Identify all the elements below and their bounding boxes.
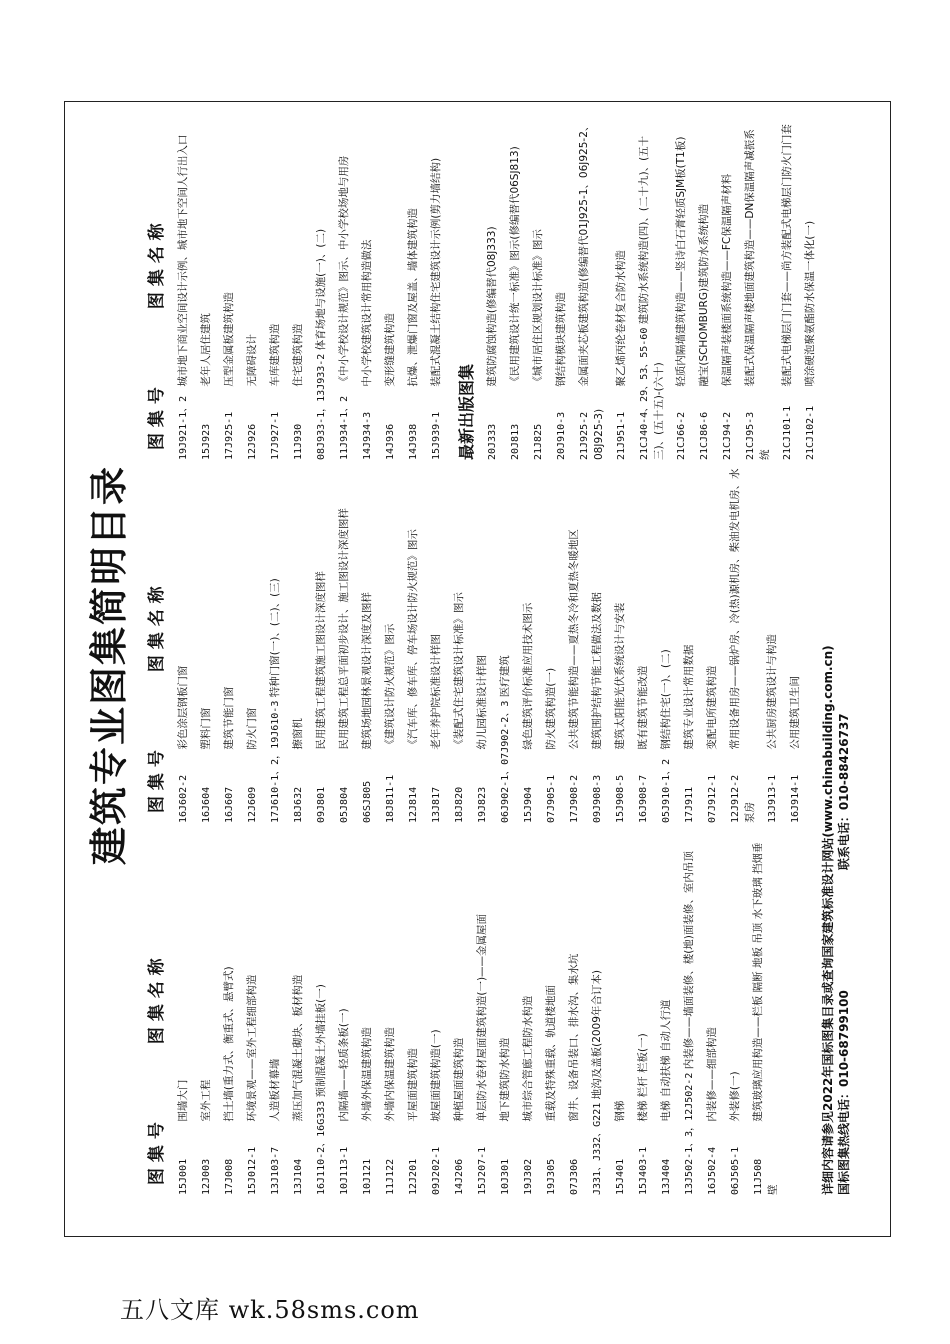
list-item (799, 120, 822, 460)
column-header (142, 835, 172, 1195)
list-item (264, 835, 287, 1195)
item-code: 14J936 (385, 423, 396, 460)
list-item (402, 463, 425, 823)
item-name: 外装修(一) (729, 1071, 741, 1122)
list-item (172, 835, 195, 1195)
list-item (448, 835, 471, 1195)
list-col3 (172, 120, 448, 460)
item-name: 预制混凝土外墙挂板(一) (315, 984, 327, 1098)
item-code: 11J930 (293, 423, 304, 460)
list-item (693, 120, 716, 460)
list-item (356, 835, 379, 1195)
item-name: 种植屋面建筑构造 (453, 1037, 465, 1122)
list-item (264, 120, 287, 460)
item-code: 19J823 (477, 786, 488, 823)
item-code: 17J911 (684, 786, 695, 823)
list-item (670, 120, 693, 460)
list-item (724, 835, 747, 1195)
item-name: 老年人居住建筑 (200, 313, 212, 387)
item-name: 室外工程 (200, 1079, 212, 1122)
item-name: 《民用建筑设计统一标准》图示(修编替代06SJ813) (509, 146, 521, 387)
list-item (241, 835, 264, 1195)
list-item (747, 835, 784, 1195)
item-name: 重载及特殊重载、轨道楼地面 (545, 985, 557, 1122)
item-code: 15J401 (615, 1158, 626, 1195)
item-code: 15J207-1 (477, 1146, 488, 1195)
item-name: 装配式保温隔声楼地面建筑构造——DN保温隔声减振系统 (744, 129, 771, 460)
item-name: 环境景观——室外工程细部构造 (246, 974, 258, 1122)
list-item (425, 835, 448, 1195)
item-code: 13J404 (661, 1158, 672, 1195)
item-name: 内隔墙——轻质条板(一) (338, 1008, 350, 1122)
item-name: 建筑场地园林景观设计深度及图样 (361, 592, 373, 750)
item-name: 地下建筑防水构造 (499, 1037, 511, 1122)
item-name: 外墙外保温建筑构造 (361, 1027, 373, 1122)
column-2 (142, 463, 807, 823)
list-item (609, 463, 632, 823)
item-code: 13J913-1 (767, 774, 778, 823)
item-name: 民用建筑工程建筑施工图设计深度图样 (315, 571, 327, 750)
item-name: 建筑玻璃应用构造——栏板 隔断 地板 吊顶 水下玻璃 挡烟垂壁 (752, 842, 779, 1195)
list-item (471, 835, 494, 1195)
list-item (172, 120, 195, 460)
item-name: 《装配式住宅建筑设计标准》图示 (453, 592, 465, 750)
item-code: 18J811-1 (385, 774, 396, 823)
list-col2 (172, 463, 807, 823)
item-name: 《汽车库、修车库、停车场设计防火规范》图示 (407, 529, 419, 750)
list-item (761, 463, 784, 823)
item-name: 建筑专业设计常用数据 (683, 644, 695, 750)
item-name: 公共厨房建筑设计与构造 (766, 634, 778, 750)
item-name: 建筑围护结构节能工程做法及数据 (591, 592, 603, 750)
footer-info (820, 375, 852, 1195)
item-code: 11J934-1、2 (339, 395, 350, 460)
column-header (142, 120, 172, 460)
item-code: 07J905-1 (546, 774, 557, 823)
item-code: 15J923 (201, 423, 212, 460)
item-code: 12J814 (408, 786, 419, 823)
list-item (379, 835, 402, 1195)
item-name: 防火建筑构造(一) (545, 667, 557, 750)
list-item (356, 120, 379, 460)
list-item (402, 120, 425, 460)
header-code: 图 集 号 (147, 387, 167, 450)
item-name: 单层防水卷材屋面建筑构造(一)——金属屋面 (476, 913, 488, 1122)
item-name: 既有建筑节能改造 (637, 665, 649, 750)
list-item (678, 835, 701, 1195)
item-code: 10J301 (500, 1158, 511, 1195)
item-code: 10J113-1 (339, 1146, 350, 1195)
item-name: 公共建筑节能构造——夏热冬冷和夏热冬暖地区 (568, 529, 580, 750)
item-name: 住宅建筑构造 (292, 323, 304, 387)
item-code: 06J902-1、07J902-2、3 (500, 700, 511, 823)
item-name: 中小学校建筑设计常用构造做法 (361, 239, 373, 387)
list-item (655, 463, 678, 823)
item-name: 建筑太阳能光伏系统设计与安装 (614, 602, 626, 750)
item-code: 21J925-2 (579, 411, 590, 460)
catalog-sheet (60, 115, 880, 1215)
column-3 (142, 120, 822, 460)
item-name: 金属面夹芯板建筑构造(修编替代01J925-1、06J925-2、08J925-3) (578, 120, 605, 460)
item-code: 15J403-1 (638, 1146, 649, 1195)
list-item (379, 463, 402, 823)
list-item (739, 120, 776, 460)
list-item (494, 835, 517, 1195)
item-name: 人造板材幕墙 (269, 1058, 281, 1122)
item-name: 融宝(SCHOMBURG)建筑防水系统构造 (698, 203, 710, 387)
item-code: 13J502-1、3，12J502-2 (684, 1072, 695, 1195)
item-code: 14J206 (454, 1158, 465, 1195)
item-name: 平屋面建筑构造 (407, 1048, 419, 1122)
item-name: 《建筑设计防火规范》图示 (384, 623, 396, 750)
item-code: 16J607 (224, 786, 235, 823)
item-code: 12J609 (247, 786, 258, 823)
item-name: 外墙内保温建筑构造 (384, 1027, 396, 1122)
item-name: 建筑防水系统构造(四)、(二十九)、(五十三)、(五十五)-(六十) (638, 135, 665, 460)
item-code: 09J908-3 (592, 774, 603, 823)
item-name: 压型金属板建筑构造 (223, 292, 235, 387)
item-code: 21CJ102-1 (805, 405, 816, 460)
item-code: 07J912-1 (707, 774, 718, 823)
item-code: 20J813 (510, 423, 521, 460)
list-col3-new (481, 120, 822, 460)
item-name: 公用建筑卫生间 (789, 676, 801, 750)
item-name: 聚乙烯丙纶卷材复合防水构造 (615, 250, 627, 387)
item-code: 21CJ94-2 (722, 411, 733, 460)
item-name: 钢结构模块建筑构造 (555, 292, 567, 387)
item-code: 11J122 (385, 1158, 396, 1195)
item-code: 17J908-2 (569, 774, 580, 823)
item-code: 16J502-4 (707, 1146, 718, 1195)
list-item (540, 463, 563, 823)
item-name: 幼儿园标准设计样图 (476, 655, 488, 750)
header-name: 图 集 名 称 (147, 958, 167, 1045)
list-item (776, 120, 799, 460)
list-item (573, 120, 610, 460)
list-item (287, 120, 310, 460)
column-1 (142, 835, 784, 1195)
item-code: 16J602-2 (178, 774, 189, 823)
item-code: 15J012-1 (247, 1146, 258, 1195)
item-code: 16J908-7 (638, 774, 649, 823)
list-item (678, 463, 701, 823)
item-name: 建筑节能门窗 (223, 686, 235, 750)
item-name: 内装修——细部构造 (706, 1027, 718, 1122)
column-header (142, 463, 172, 823)
item-name: 钢梯 (614, 1100, 626, 1122)
list-item (494, 463, 517, 823)
item-code: 17J925-1 (224, 411, 235, 460)
item-name: 变形缝建筑构造 (384, 313, 396, 387)
header-name: 图 集 名 称 (147, 223, 167, 310)
item-name: 车库建筑构造 (269, 323, 281, 387)
item-code: 09J202-1 (431, 1146, 442, 1195)
item-name: 《中小学校设计规范》图示、中小学校场地与用房 (338, 155, 350, 387)
list-item (402, 835, 425, 1195)
list-item (241, 120, 264, 460)
item-name: 建筑防腐蚀构造(修编替代08J333) (486, 226, 498, 387)
item-code: 15J939-1 (431, 411, 442, 460)
item-name: 蒸压加气混凝土砌块、板材构造 (292, 974, 304, 1122)
item-code: 19J302 (523, 1158, 534, 1195)
item-name: 地沟及盖板(2009年合订本) (591, 969, 603, 1100)
item-code: 19J921-1、2 (178, 395, 189, 460)
item-code: 14J934-3 (362, 411, 373, 460)
item-name: 城市地下商业空间设计示例、城市地下空间人行出入口 (177, 134, 189, 387)
list-item (633, 120, 670, 460)
item-name: 体育场地与设施(一)、(二) (315, 228, 327, 351)
item-name: 擦窗机 (292, 718, 304, 750)
item-name: 楼梯 栏杆 栏板(一) (637, 1033, 649, 1122)
list-item (504, 120, 527, 460)
item-name: 轻质内隔墙建筑构造——竖诗白石膏轻质SJM板(T1板) (675, 136, 687, 387)
item-code: 21CJ86-6 (699, 411, 710, 460)
list-item (195, 835, 218, 1195)
item-name: 医疗建筑 (499, 655, 511, 698)
list-item (586, 835, 609, 1195)
item-name: 《城市居住区规划设计标准》图示 (532, 229, 544, 387)
page-title: 建筑专业图集简明目录 (86, 465, 131, 866)
item-code: 18J632 (293, 786, 304, 823)
list-item (195, 463, 218, 823)
item-name: 老年养护院标准设计样图 (430, 634, 442, 750)
item-code: 15J001 (178, 1158, 189, 1195)
item-code: 17J927-1 (270, 411, 281, 460)
item-code: 16J604 (201, 786, 212, 823)
section-heading-new: 最新出版图集 (457, 363, 476, 460)
list-item (481, 120, 504, 460)
item-name: 城市综合管廊工程防水构造 (522, 995, 534, 1122)
item-code: J331、J332、G221 (592, 1102, 603, 1195)
item-code: 21CJ66-2 (676, 411, 687, 460)
item-name: 彩色涂层钢板门窗 (177, 665, 189, 750)
list-item (563, 835, 586, 1195)
item-code: 15J908-5 (615, 774, 626, 823)
item-code: 12J912-2 (730, 774, 741, 823)
footer-line-1: 详细内容请参见2022年国标图集目录或查询国家建筑标准设计网站(www.chinabuilding.com.cn) (821, 645, 835, 1195)
list-item (655, 835, 678, 1195)
list-item (540, 835, 563, 1195)
list-item (310, 835, 333, 1195)
header-name: 图 集 名 称 (147, 586, 167, 673)
list-item (701, 835, 724, 1195)
item-name: 挡土墙(重力式、衡重式、悬臂式) (223, 966, 235, 1122)
list-item (527, 120, 550, 460)
item-code: 07J306 (569, 1158, 580, 1195)
list-item (517, 835, 540, 1195)
footer-line-2: 国标图集热线电话：010-68799100 联系电话：010-88426737 (837, 713, 851, 1195)
list-item (218, 463, 241, 823)
header-code: 图 集 号 (147, 750, 167, 813)
watermark-text: 五八文库 wk.58sms.com (120, 1296, 420, 1324)
list-item (586, 463, 609, 823)
list-item (287, 463, 310, 823)
item-code: 16J110-2、16G333 (316, 1100, 327, 1195)
list-col1 (172, 835, 784, 1195)
item-code: 21CJ40-4、29、53、55-60 (639, 327, 650, 460)
item-name: 喷涂硬泡聚氨酯防水保温一体化(一) (804, 220, 816, 387)
item-code: 17J008 (224, 1158, 235, 1195)
item-code: 21CJ95-3 (745, 411, 756, 460)
item-name: 窗井、设备吊装口、排水沟、集水坑 (568, 953, 580, 1122)
list-item (241, 463, 264, 823)
item-code: 21J825 (533, 423, 544, 460)
list-item (172, 463, 195, 823)
item-code: 05J910-1、2 (661, 758, 672, 823)
item-code: 18J820 (454, 786, 465, 823)
item-name: 坡屋面建筑构造(一) (430, 1029, 442, 1122)
item-name: 内装修——墙面装修、楼(地)面装修、室内吊顶 (683, 851, 695, 1070)
list-item (632, 835, 655, 1195)
header-code: 图 集 号 (147, 1122, 167, 1185)
list-item (471, 463, 494, 823)
item-name: 民用建筑工程总平面初步设计、施工图设计深度图样 (338, 508, 350, 750)
list-item (333, 835, 356, 1195)
list-item (379, 120, 402, 460)
item-name: 绿色建筑评价标准应用技术图示 (522, 602, 534, 750)
item-code: 13J104 (293, 1158, 304, 1195)
item-code: 13J817 (431, 786, 442, 823)
item-code: 11J508 (753, 1158, 764, 1195)
list-item (425, 120, 448, 460)
item-name: 装配式混凝土结构住宅建筑设计示例(剪力墙结构) (430, 157, 442, 387)
item-code: 09J801 (316, 786, 327, 823)
list-item (287, 835, 310, 1195)
list-item (264, 463, 287, 823)
list-item (632, 463, 655, 823)
list-item (609, 835, 632, 1195)
list-item (310, 463, 333, 823)
list-item (724, 463, 761, 823)
item-name: 围墙大门 (177, 1079, 189, 1122)
list-item (610, 120, 633, 460)
item-code: 05J804 (339, 786, 350, 823)
item-name: 常用设备用房——锅炉房、冷(热)源机房、柴油发电机房、水泵房 (729, 468, 756, 823)
list-item (517, 463, 540, 823)
item-code: 12J201 (408, 1158, 419, 1195)
item-code: 21CJ101-1 (782, 405, 793, 460)
item-name: 钢结构住宅(一)、(二) (660, 649, 672, 750)
item-code: 12J926 (247, 423, 258, 460)
item-code: 20J910-3 (556, 411, 567, 460)
item-name: 抗爆、泄爆门窗及屋盖、墙体建筑构造 (407, 208, 419, 387)
list-item (333, 120, 356, 460)
item-name: 保温隔声装楼面系统构造——FC保温隔声材料 (721, 173, 733, 387)
item-name: 防火门窗 (246, 707, 258, 750)
list-item (784, 463, 807, 823)
item-code: 14J938 (408, 423, 419, 460)
item-name: 装配式电梯层门门套——尚方装配式电梯层门防火门门套 (781, 124, 793, 387)
item-code: 21J951-1 (616, 411, 627, 460)
list-item (333, 463, 356, 823)
list-item (310, 120, 333, 460)
list-item (218, 120, 241, 460)
list-item (550, 120, 573, 460)
item-name: 塑料门窗 (200, 707, 212, 750)
item-code: 08J933-1，13J933-2 (316, 353, 327, 460)
list-item (701, 463, 724, 823)
item-code: 17J610-1、2，19J610-3 (270, 700, 281, 823)
item-code: 13J103-7 (270, 1146, 281, 1195)
item-code: 16J914-1 (790, 774, 801, 823)
list-item (195, 120, 218, 460)
item-code: 06SJ805 (362, 780, 373, 823)
list-item (716, 120, 739, 460)
list-item (425, 463, 448, 823)
list-item (448, 463, 471, 823)
item-code: 12J003 (201, 1158, 212, 1195)
list-item (563, 463, 586, 823)
item-name: 变配电所建筑构造 (706, 665, 718, 750)
item-name: 无障碍设计 (246, 334, 258, 387)
list-item (356, 463, 379, 823)
item-name: 电梯 自动扶梯 自动人行道 (660, 999, 672, 1122)
list-item (218, 835, 241, 1195)
item-code: 20J333 (487, 423, 498, 460)
item-code: 10J121 (362, 1158, 373, 1195)
item-name: 特种门窗(一)、(二)、(三) (269, 578, 281, 698)
item-code: 15J904 (523, 786, 534, 823)
item-code: 19J305 (546, 1158, 557, 1195)
item-code: 06J505-1 (730, 1146, 741, 1195)
